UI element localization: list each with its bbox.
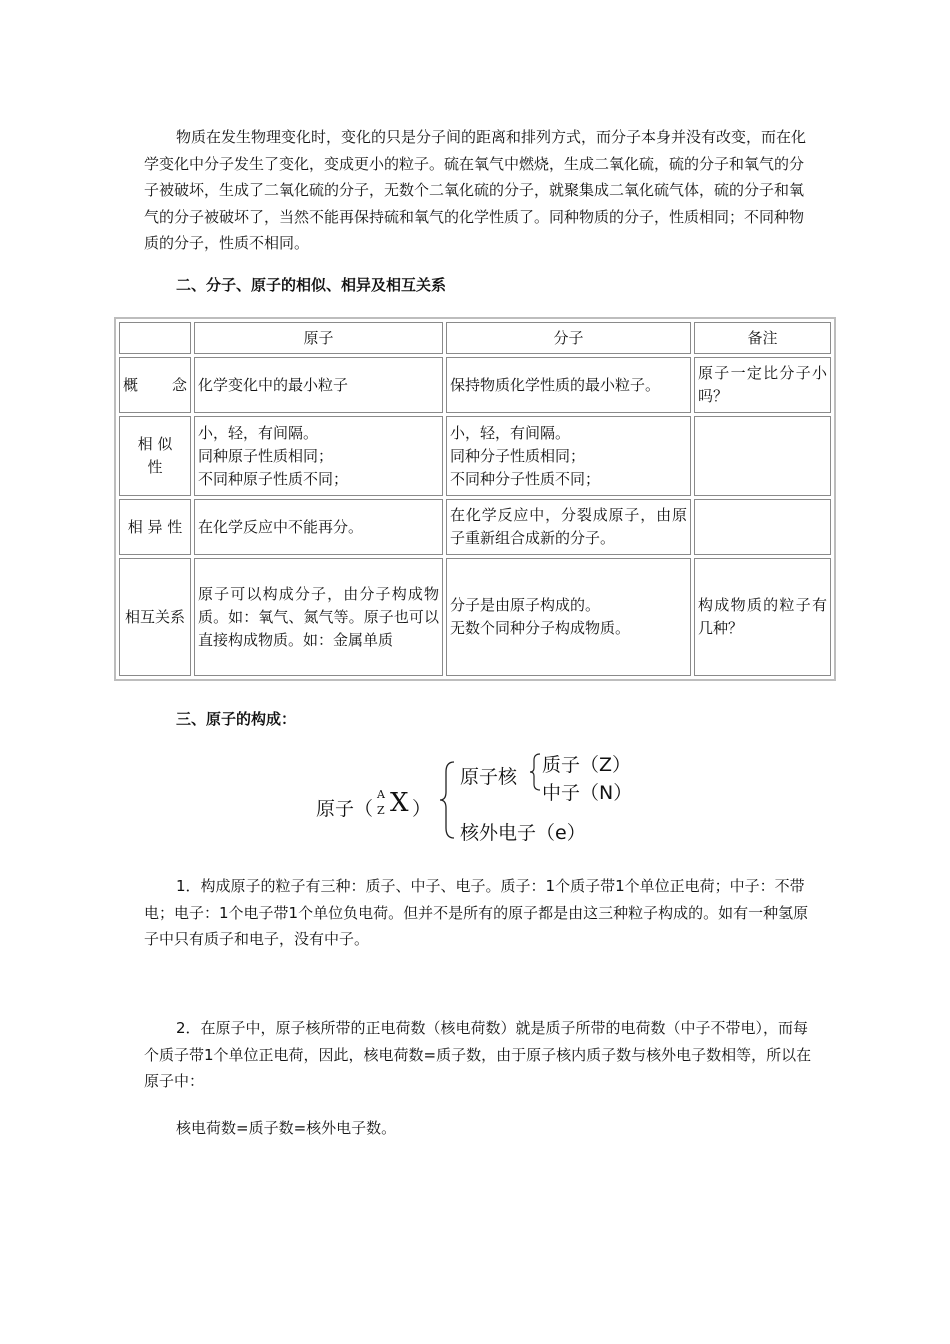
neutron-label: 中子（N）	[542, 782, 633, 804]
cell-atom-concept: 化学变化中的最小粒子	[194, 357, 443, 413]
intro-text: 物质在发生物理变化时，变化的只是分子间的距离和排列方式，而分子本身并没有改变，而在化学变化中分子发生了变化，变成更小的粒子。硫在氧气中燃烧，生成二氧化硫，硫的分子和氧气的分子被破坏，生成了二氧化硫的分子，无数个二氧化硫的分子，就聚集成二氧化硫气体，硫的分子和氧气的分子被破坏了，当然不能再保持硫和氧气的化学性质了。同种物质的分子，性质相同；不同种物质的分子，性质不相同。	[144, 128, 807, 252]
cell-note-relation: 构成物质的粒子有几种？	[694, 558, 831, 676]
mass-number: A	[377, 788, 385, 801]
section-3-heading: 三、原子的构成：	[176, 710, 297, 728]
electron-label: 核外电子（e）	[460, 822, 586, 844]
table-row	[119, 499, 831, 555]
cell-note-similarity	[694, 416, 831, 496]
element-symbol: X	[390, 788, 409, 818]
atom-structure-diagram	[300, 744, 660, 854]
table-row	[119, 357, 831, 413]
atomic-number: Z	[377, 804, 385, 817]
row-label-difference: 相 异 性	[119, 499, 191, 555]
proton-label: 质子（Z）	[542, 754, 632, 776]
point-1	[144, 873, 812, 953]
cell-molecule-relation: 分子是由原子构成的。 无数个同种分子构成物质。	[446, 558, 691, 676]
row-label-relation: 相互关系	[119, 558, 191, 676]
cell-note-difference	[694, 499, 831, 555]
formula	[144, 1115, 812, 1142]
table-row	[119, 558, 831, 676]
section-2-heading: 二、分子、原子的相似、相异及相互关系	[176, 276, 447, 294]
nucleus-brace	[528, 752, 542, 792]
nucleus-label: 原子核	[460, 766, 518, 788]
table-header-row	[119, 322, 831, 354]
row-label-similarity: 相 似 性	[119, 416, 191, 496]
cell-atom-similarity: 小，轻，有间隔。 同种原子性质相同； 不同种原子性质不同；	[194, 416, 443, 496]
point-2-text: 2．在原子中，原子核所带的正电荷数（核电荷数）就是质子所带的电荷数（中子不带电），而每个质子带1个单位正电荷，因此，核电荷数=质子数，由于原子核内质子数与核外电子数相等，所以在原子中：	[144, 1019, 812, 1090]
cell-molecule-difference: 在化学反应中，分裂成原子，由原子重新组合成新的分子。	[446, 499, 691, 555]
point-2	[144, 1015, 812, 1095]
cell-molecule-similarity: 小，轻，有间隔。 同种分子性质相同； 不同种分子性质不同；	[446, 416, 691, 496]
formula-text: 核电荷数=质子数=核外电子数。	[176, 1119, 397, 1137]
table-header-molecule: 分子	[446, 322, 691, 354]
main-brace	[438, 760, 458, 840]
table-header-note: 备注	[694, 322, 831, 354]
cell-molecule-concept: 保持物质化学性质的最小粒子。	[446, 357, 691, 413]
atom-close-paren: ）	[412, 798, 432, 820]
cell-atom-relation: 原子可以构成分子，由分子构成物质。如：氧气、氮气等。原子也可以直接构成物质。如：金属单质	[194, 558, 443, 676]
cell-atom-difference: 在化学反应中不能再分。	[194, 499, 443, 555]
comparison-table	[114, 317, 836, 681]
table-header-empty	[119, 322, 191, 354]
table-row	[119, 416, 831, 496]
table-header-atom: 原子	[194, 322, 443, 354]
point-1-text: 1．构成原子的粒子有三种：质子、中子、电子。质子：1个质子带1个单位正电荷；中子：不带电；电子：1个电子带1个单位负电荷。但并不是所有的原子都是由这三种粒子构成的。如有一种氢原子中只有质子和电子，没有中子。	[144, 877, 809, 948]
intro-paragraph	[144, 124, 812, 257]
cell-note-concept: 原子一定比分子小吗？	[694, 357, 831, 413]
row-label-concept: 概 念	[119, 357, 191, 413]
atom-label: 原子（	[316, 798, 374, 820]
